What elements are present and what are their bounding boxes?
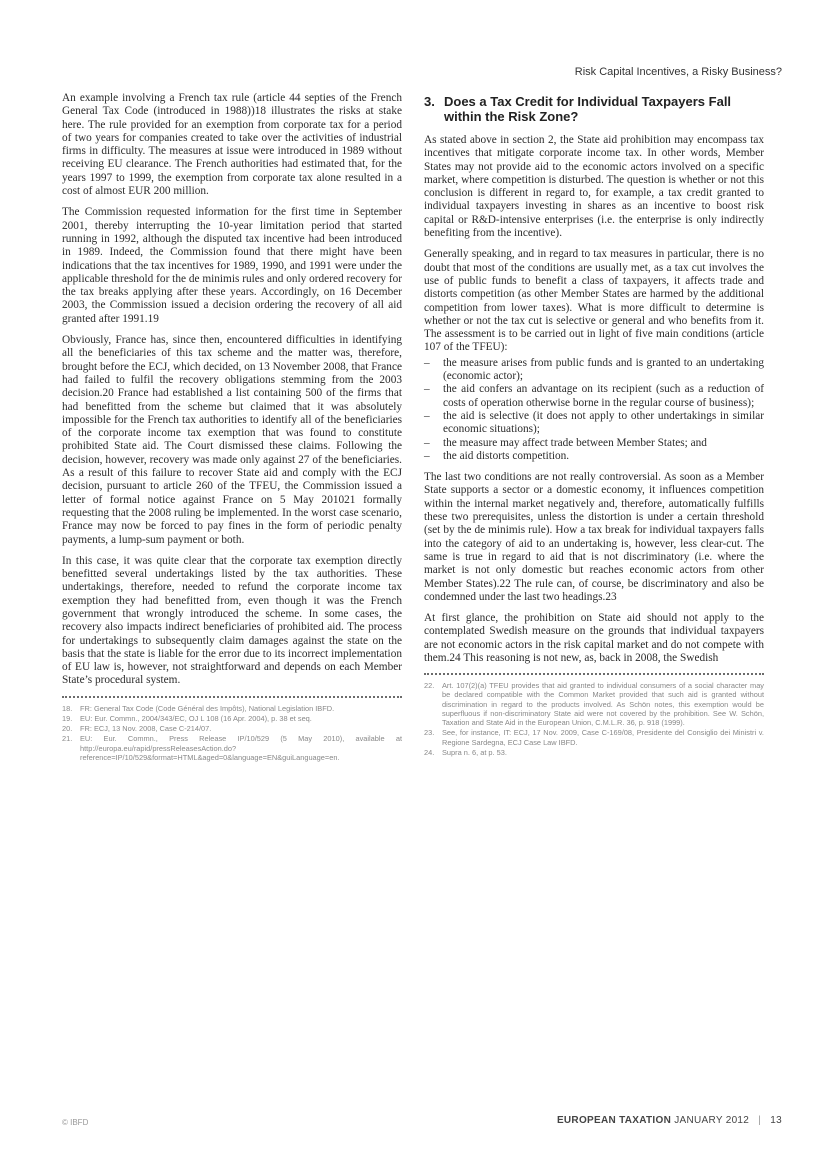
footnote-number: 22. bbox=[424, 681, 435, 691]
list-item: – the aid confers an advantage on its recipient (such as a reduction of costs of operation otherwise borne in the regular course of business); bbox=[424, 383, 764, 410]
list-item: – the aid distorts competition. bbox=[424, 450, 764, 463]
footnote-text: EU: Eur. Commn., Press Release IP/10/529 (5 May 2010), available at http://europa.eu/rapid/pressReleasesAction.do?reference=IP/10/529&format=HTML&aged=0&language=EN&guiLanguage=en. bbox=[80, 734, 402, 762]
journal-footer bbox=[557, 1115, 782, 1126]
body-paragraph: Generally speaking, and in regard to tax measures in particular, there is no doubt that most of the conditions are usually met, as a tax cut involves the use of public funds to benefit a class of taxpayers, it affects trade and distorts competition (as other Member States are harmed by the additional competition from lower taxes). What is more difficult to determine is whether or not the tax cut is selective or general and who benefits from it. The assessment is to be carried out in light of five main conditions (article 107 of the TFEU): bbox=[424, 248, 764, 354]
body-paragraph: An example involving a French tax rule (article 44 septies of the French General Tax Code (introduced in 1988))18 illustrates the risks at stake here. The rule provided for an exemption from corporate tax for a period of two years for companies created to take over the activities of industrial firms in difficulty. The measures at issue were introduced in 1989 without receiving EU clearance. The French authorities had estimated that, for the years 1997 to 1999, the exemption from corporate tax alone resulted in a cost of almost EUR 200 million. bbox=[62, 92, 402, 198]
footnote bbox=[424, 748, 764, 757]
footnote bbox=[424, 728, 764, 746]
list-item: – the measure arises from public funds and is granted to an undertaking (economic actor); bbox=[424, 357, 764, 384]
body-paragraph: Obviously, France has, since then, encountered difficulties in identifying all the beneficiaries of this tax scheme and the matter was, therefore, brought before the ECJ, which decided, on 13 November 2008, that France had failed to fulfil the recovery obligations stemming from the 2003 decision.20 France had established a list containing 500 of the firms that had benefitted from the scheme but claimed that it was absolutely impossible for the French tax authorities to identify all of the beneficiaries of the corporate income tax exemption that was found to constitute prohibited State aid. The Court dismissed these claims. Following the decision, however, recovery was made only against 27 of the beneficiaries. As a result of this failure to recover State aid and comply with the ECJ decision, pursuant to article 260 of the TFEU, the Commission issued a letter of formal notice against France on 5 May 201021 formally requesting that the 2008 ruling be implemented. In the worst case scenario, France may now be forced to pay fines in the form of periodic penalty payments, a lump-sum payment or both. bbox=[62, 334, 402, 546]
footnote-text: See, for instance, IT: ECJ, 17 Nov. 2009, Case C-169/08, Presidente del Consiglio dei Ministri v. Regione Sardegna, ECJ Case Law IBFD. bbox=[442, 728, 764, 747]
footnote-number: 24. bbox=[424, 747, 435, 757]
body-paragraph: As stated above in section 2, the State aid prohibition may encompass tax incentives that mitigate corporate income tax. In other words, Member States may not provide aid to the economic actors involved on a specific market, where competition is disturbed. The question is whether or not this conclusion is different in regard to, for example, a tax credit granted to individual taxpayers investing in shares as an incentive to boost risk capital or R&D-intensive enterprises (i.e. the enterprise is only indirectly benefiting from the incentive). bbox=[424, 134, 764, 240]
footer-separator: | bbox=[758, 1115, 762, 1126]
right-column bbox=[424, 92, 764, 758]
running-head: Risk Capital Incentives, a Risky Business? bbox=[574, 66, 782, 78]
left-column bbox=[62, 92, 402, 763]
body-paragraph: The last two conditions are not really controversial. As soon as a Member State supports a sector or a domestic economy, it influences competition within the internal market negatively and, therefore, automatically fulfills these two prerequisites, unless the distortion is under a certain threshold (set by the de minimis rule). How a tax break for individual taxpayers falls into the category of aid to an undertaking is, however, less clear-cut. The same is true in regard to aid that is not discriminatory (i.e. where the market is not only domestic but reaches economic actors from other Member States).22 The rule can, of course, be discriminatory and also be condemned under the last two headings.23 bbox=[424, 471, 764, 603]
footnote-number: 21. bbox=[62, 734, 73, 744]
list-item: – the aid is selective (it does not apply to other undertakings in similar economic situations); bbox=[424, 410, 764, 437]
body-paragraph: The Commission requested information for the first time in September 2001, thereby interrupting the 10-year limitation period that started running in 1992, although the disputed tax incentive had been introduced in 1989. Indeed, the Commission found that there might have been indications that the tax incentives for 1989, 1990, and 1991 were under the applicable threshold for the de minimis rules and only ordered recovery for the tax breaks applying after these years. Accordingly, on 16 December 2003, the Commission issued a decision ordering the recovery of all aid granted after 1991.19 bbox=[62, 206, 402, 325]
footnote-number: 20. bbox=[62, 724, 73, 734]
conditions-list bbox=[424, 357, 764, 463]
footnote bbox=[62, 704, 402, 713]
section-heading bbox=[424, 94, 764, 124]
footnote-divider bbox=[62, 696, 402, 698]
list-item: – the measure may affect trade between Member States; and bbox=[424, 437, 764, 450]
journal-name: EUROPEAN TAXATION bbox=[556, 1115, 672, 1126]
footnote bbox=[62, 714, 402, 723]
footnote-divider bbox=[424, 673, 764, 675]
footnote-text: FR: General Tax Code (Code Général des Impôts), National Legislation IBFD. bbox=[80, 703, 335, 713]
footnote-text: Art. 107(2)(a) TFEU provides that aid granted to individual consumers of a social character may be declared compatible with the Common Market provided that such aid is granted without discrimination in regard to the products involved. As Schön notes, this exemption would be superfluous if non-discriminatory State aid were not covered by the prohibition. See W. Schön, Taxation and State Aid in the European Union, C.M.L.R. 36, p. 918 (1999). bbox=[442, 681, 764, 728]
section-title: Does a Tax Credit for Individual Taxpayers Fall within the Risk Zone? bbox=[444, 94, 732, 124]
issue-date: JANUARY 2012 bbox=[674, 1115, 750, 1126]
footnote bbox=[424, 681, 764, 727]
footnote-number: 23. bbox=[424, 728, 435, 738]
footnote bbox=[62, 724, 402, 733]
section-number: 3. bbox=[424, 94, 435, 109]
footnote-number: 18. bbox=[62, 703, 73, 713]
footnote-text: Supra n. 6, at p. 53. bbox=[442, 747, 507, 757]
footnote-text: FR: ECJ, 13 Nov. 2008, Case C-214/07. bbox=[80, 724, 212, 734]
copyright-notice: © IBFD bbox=[62, 1118, 89, 1127]
footnote bbox=[62, 734, 402, 762]
footnote-number: 19. bbox=[62, 713, 73, 723]
footnote-text: EU: Eur. Commn., 2004/343/EC, OJ L 108 (16 Apr. 2004), p. 38 et seq. bbox=[80, 713, 312, 723]
body-paragraph: In this case, it was quite clear that the corporate tax exemption directly benefitted several undertakings listed by the tax authorities. These undertakings, therefore, needed to refund the corporate income tax exemption they had benefitted from, even though it was the French government that wrongly introduced the scheme. In some cases, the recovery also impacts indirect beneficiaries of prohibited aid. The process for undertakings to subsequently claim damages against the state on the basis that the state is liable for the error due to its incorrect implementation of EU law is, however, not straightforward and depends on each Member State’s procedural system. bbox=[62, 554, 402, 687]
page-number: 13 bbox=[770, 1115, 782, 1126]
body-paragraph: At first glance, the prohibition on State aid should not apply to the contemplated Swedish measure on the grounds that individual taxpayers are not economic actors in the risk capital market and do not compete with them.24 This reasoning is not new, as, back in 2008, the Swedish bbox=[424, 612, 764, 664]
